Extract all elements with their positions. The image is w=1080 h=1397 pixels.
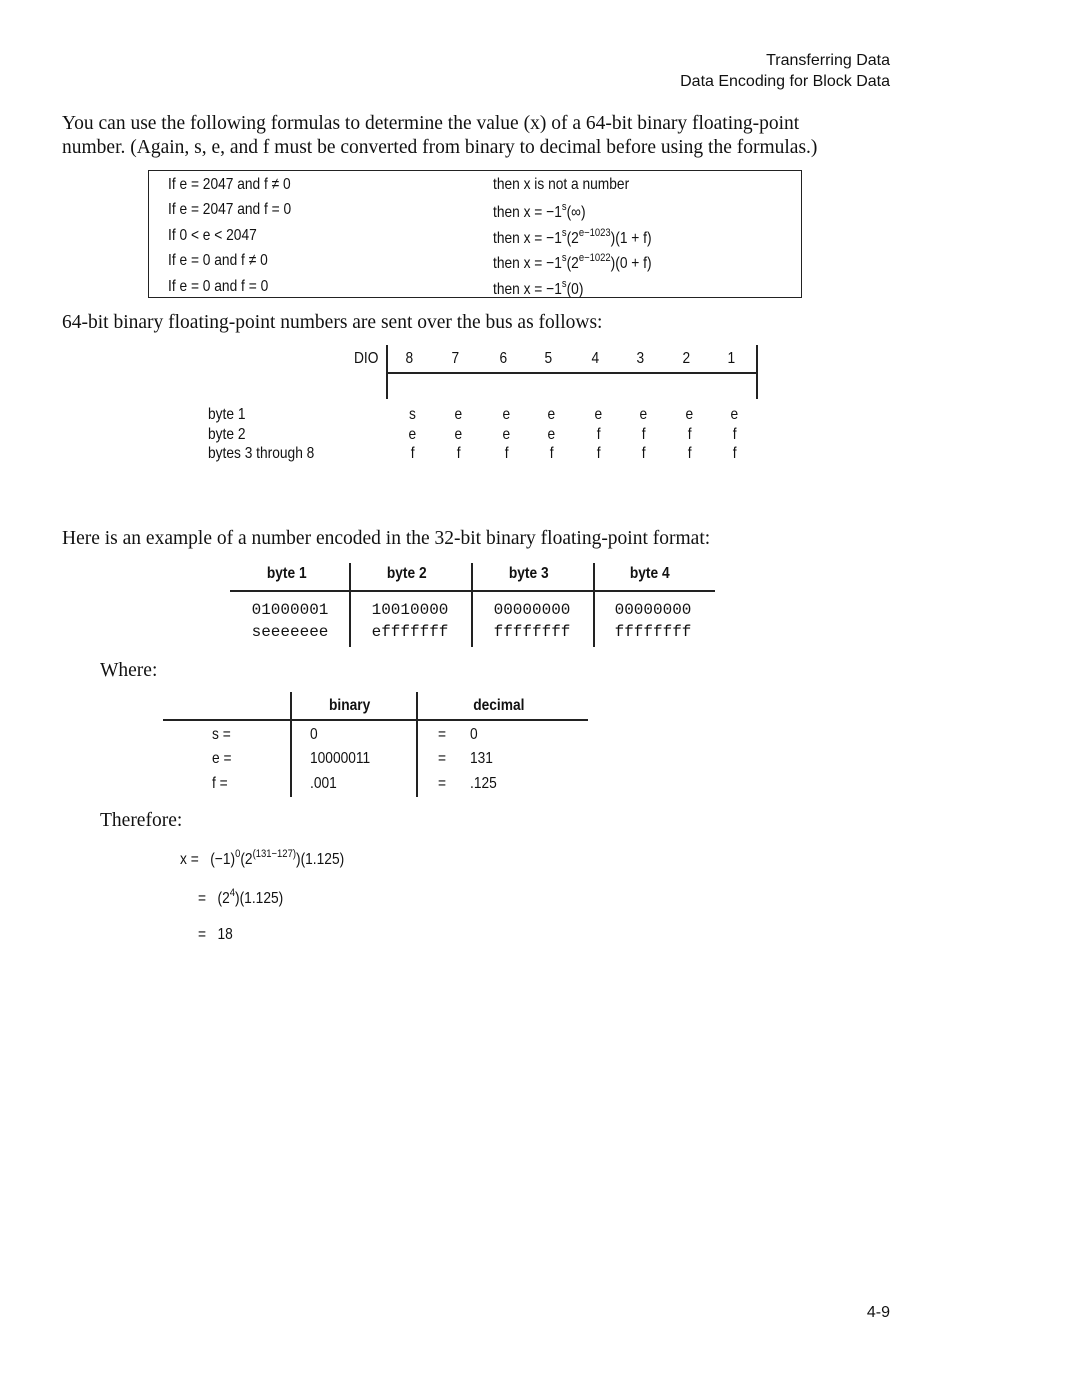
byte-field-layout [494, 623, 571, 641]
where-label: Where: [100, 660, 158, 681]
text: )(0 + f) [610, 255, 652, 272]
bit-field [733, 445, 737, 463]
text: then x = −1 [493, 255, 562, 272]
bit-field [409, 426, 418, 444]
bit-field [688, 445, 692, 463]
formula-condition-text: If e = 2047 and f ≠ 0 [168, 176, 291, 193]
dio-bit-number-text: 2 [682, 350, 691, 367]
text: seeeeeee [251, 623, 329, 641]
bit-field [455, 406, 464, 424]
formula-result [493, 201, 601, 222]
bit-field [503, 426, 512, 444]
binary-value [310, 775, 341, 793]
bit-field-text: e [730, 406, 739, 423]
binary-value-text: 10000011 [310, 750, 371, 767]
divider [386, 372, 757, 374]
dio-label-text: DIO [354, 350, 379, 367]
calc-exponent: 4 [229, 887, 236, 899]
bit-field-text: e [454, 406, 463, 423]
binary-value-text: 0 [310, 726, 318, 743]
decimal-value-text: .125 [470, 775, 497, 792]
byte-row-label [208, 406, 252, 424]
decimal-value [470, 726, 479, 744]
dio-bit-number-text: 8 [405, 350, 414, 367]
dio-bit-number [728, 350, 737, 368]
calc-line-1 [180, 848, 371, 869]
bit-field [411, 445, 415, 463]
dio-bit-number-text: 4 [591, 350, 600, 367]
text: (∞) [566, 204, 586, 221]
bit-field-text: f [549, 445, 554, 462]
dio-bit-number [683, 350, 692, 368]
bit-field [550, 445, 554, 463]
header-subsection: Data Encoding for Block Data [680, 73, 890, 90]
formula-condition-text: If 0 < e < 2047 [168, 227, 257, 244]
equals-sign-text: = [438, 775, 447, 792]
exponent: s [561, 252, 567, 264]
bit-field [688, 426, 692, 444]
bit-field-text: f [641, 426, 646, 443]
formula-condition [168, 201, 311, 219]
equals-sign-text: = [438, 726, 447, 743]
formula-condition-text: If e = 0 and f = 0 [168, 278, 269, 295]
bit-field-text: f [596, 445, 601, 462]
text: then x = −1 [493, 204, 562, 221]
formula-result [493, 176, 651, 194]
byte-value [372, 601, 449, 619]
bit-field [686, 406, 695, 424]
divider [349, 563, 351, 647]
dio-bit-number-text: 6 [499, 350, 508, 367]
variable-label [212, 750, 235, 768]
bit-field-text: e [547, 426, 556, 443]
binary-value-text: .001 [310, 775, 337, 792]
bit-field-text: e [639, 406, 648, 423]
equals-sign [438, 775, 447, 793]
dio-bit-number-text: 7 [451, 350, 460, 367]
formula-condition [168, 227, 271, 245]
divider [290, 692, 292, 797]
byte-header-text: byte 2 [386, 565, 427, 582]
bit-field [597, 445, 601, 463]
header-section: Transferring Data [766, 52, 890, 69]
calc-lhs: x = [180, 851, 199, 868]
byte-row-label-text: byte 1 [208, 406, 246, 423]
calc-term: (2 [217, 890, 230, 907]
variable-label-text: e = [212, 750, 232, 767]
calc-term: (−1) [210, 851, 236, 868]
formula-result [493, 252, 677, 273]
calc-term: )(1.125) [235, 890, 284, 907]
text: then x = −1 [493, 281, 562, 298]
exponent: s [561, 278, 567, 290]
calc-result: 18 [217, 926, 233, 943]
text: efffffff [371, 623, 449, 641]
bit-field-text: s [409, 406, 416, 423]
column-header-decimal-text: decimal [473, 697, 525, 714]
dio-bit-number [592, 350, 601, 368]
bit-field [595, 406, 604, 424]
byte-row-label-text: bytes 3 through 8 [208, 445, 315, 462]
bit-field [640, 406, 649, 424]
dio-bit-number-text: 1 [727, 350, 736, 367]
dio-bit-number-text: 3 [636, 350, 645, 367]
bit-field-text: f [410, 445, 415, 462]
bit-field [733, 426, 737, 444]
exponent: e−1023 [578, 227, 611, 239]
byte-value [252, 601, 329, 619]
equals-sign-text: = [438, 750, 447, 767]
exponent: e−1022 [578, 252, 611, 264]
dio-bit-number-text: 5 [544, 350, 553, 367]
dio-bit-number [452, 350, 461, 368]
text: (2 [566, 255, 579, 272]
exponent: s [561, 227, 567, 239]
calc-term: (2 [240, 851, 253, 868]
divider [230, 590, 715, 592]
variable-label-text: s = [212, 726, 231, 743]
text: then x is not a number [493, 176, 630, 193]
bit-field [642, 445, 646, 463]
calc-exponent: 0 [235, 848, 241, 860]
divider [163, 719, 588, 721]
text: (2 [566, 230, 579, 247]
equals-sign [438, 726, 447, 744]
decimal-value [470, 775, 501, 793]
intro-line-2: number. (Again, s, e, and f must be converted from binary to decimal before using the formulas.) [62, 137, 818, 158]
byte-field-layout [615, 623, 692, 641]
byte-header-text: byte 4 [629, 565, 670, 582]
calc-lhs: = [198, 890, 207, 907]
byte-header [267, 565, 313, 583]
bit-field [409, 406, 417, 424]
byte-row-label [208, 445, 332, 463]
equals-sign [438, 750, 447, 768]
bit-field [642, 426, 646, 444]
formula-result [493, 278, 598, 299]
variable-label [212, 726, 234, 744]
bit-field-text: e [594, 406, 603, 423]
decimal-value-text: 131 [470, 750, 493, 767]
binary-value [310, 726, 319, 744]
bit-field-text: f [687, 426, 692, 443]
calc-line-3 [198, 926, 238, 944]
byte-value [615, 601, 692, 619]
byte-header-text: byte 3 [508, 565, 549, 582]
variable-label-text: f = [212, 775, 228, 792]
bit-field-text: f [732, 445, 737, 462]
calc-line-2 [198, 887, 297, 908]
bit-field [548, 406, 557, 424]
dio-bit-number [545, 350, 554, 368]
dio-label [354, 350, 382, 368]
dio-bit-number [406, 350, 415, 368]
byte-field-layout [372, 623, 449, 641]
bit-field-text: e [502, 406, 511, 423]
text: 10010000 [371, 601, 449, 619]
text: ffffffff [493, 623, 571, 641]
byte-value [494, 601, 571, 619]
text: then x = −1 [493, 230, 562, 247]
intro-line-1: You can use the following formulas to determine the value (x) of a 64-bit binary floating-point [62, 113, 800, 134]
calc-exponent: (131−127) [252, 848, 296, 860]
byte-header [630, 565, 676, 583]
divider [416, 692, 418, 797]
column-header-decimal [473, 697, 533, 715]
divider [593, 563, 595, 647]
byte-header [509, 565, 555, 583]
column-header-binary [329, 697, 377, 715]
bus-intro: 64-bit binary floating-point numbers are sent over the bus as follows: [62, 312, 603, 333]
bit-field-text: e [408, 426, 417, 443]
bit-field [457, 445, 461, 463]
text: (0) [566, 281, 584, 298]
exponent: s [561, 201, 567, 213]
bit-field-text: e [454, 426, 463, 443]
variable-label [212, 775, 230, 793]
bit-field-text: e [685, 406, 694, 423]
bit-field-text: f [596, 426, 601, 443]
decimal-value [470, 750, 497, 768]
byte-row-label-text: byte 2 [208, 426, 246, 443]
bit-field-text: e [547, 406, 556, 423]
page-number: 4-9 [866, 1304, 890, 1321]
bit-field [505, 445, 509, 463]
bit-field-text: f [732, 426, 737, 443]
column-header-binary-text: binary [328, 697, 371, 714]
decimal-value-text: 0 [470, 726, 478, 743]
byte-field-layout [252, 623, 329, 641]
calc-lhs: = [198, 926, 207, 943]
formula-condition [168, 176, 311, 194]
bit-field [548, 426, 557, 444]
bit-field-text: f [641, 445, 646, 462]
calc-term: )(1.125) [295, 851, 345, 868]
text: 00000000 [493, 601, 571, 619]
bit-field-text: e [502, 426, 511, 443]
text: 00000000 [614, 601, 692, 619]
divider [471, 563, 473, 647]
formula-condition [168, 278, 285, 296]
byte-header-text: byte 1 [266, 565, 307, 582]
therefore-label: Therefore: [100, 810, 183, 831]
bit-field [455, 426, 464, 444]
bit-field-text: f [504, 445, 509, 462]
bit-field [731, 406, 740, 424]
example-intro: Here is an example of a number encoded in the 32-bit binary floating-point format: [62, 528, 711, 549]
byte-row-label [208, 426, 252, 444]
binary-value [310, 750, 380, 768]
bit-field [597, 426, 601, 444]
formula-condition [168, 252, 284, 270]
bit-field-text: f [687, 445, 692, 462]
formula-condition-text: If e = 2047 and f = 0 [168, 201, 292, 218]
formula-condition-text: If e = 0 and f ≠ 0 [168, 252, 268, 269]
dio-bit-number [500, 350, 509, 368]
text: 01000001 [251, 601, 329, 619]
byte-header [387, 565, 433, 583]
dio-bit-number [637, 350, 646, 368]
bit-field-text: f [456, 445, 461, 462]
text: ffffffff [614, 623, 692, 641]
bit-field [503, 406, 512, 424]
text: )(1 + f) [610, 230, 652, 247]
formula-result [493, 227, 677, 248]
